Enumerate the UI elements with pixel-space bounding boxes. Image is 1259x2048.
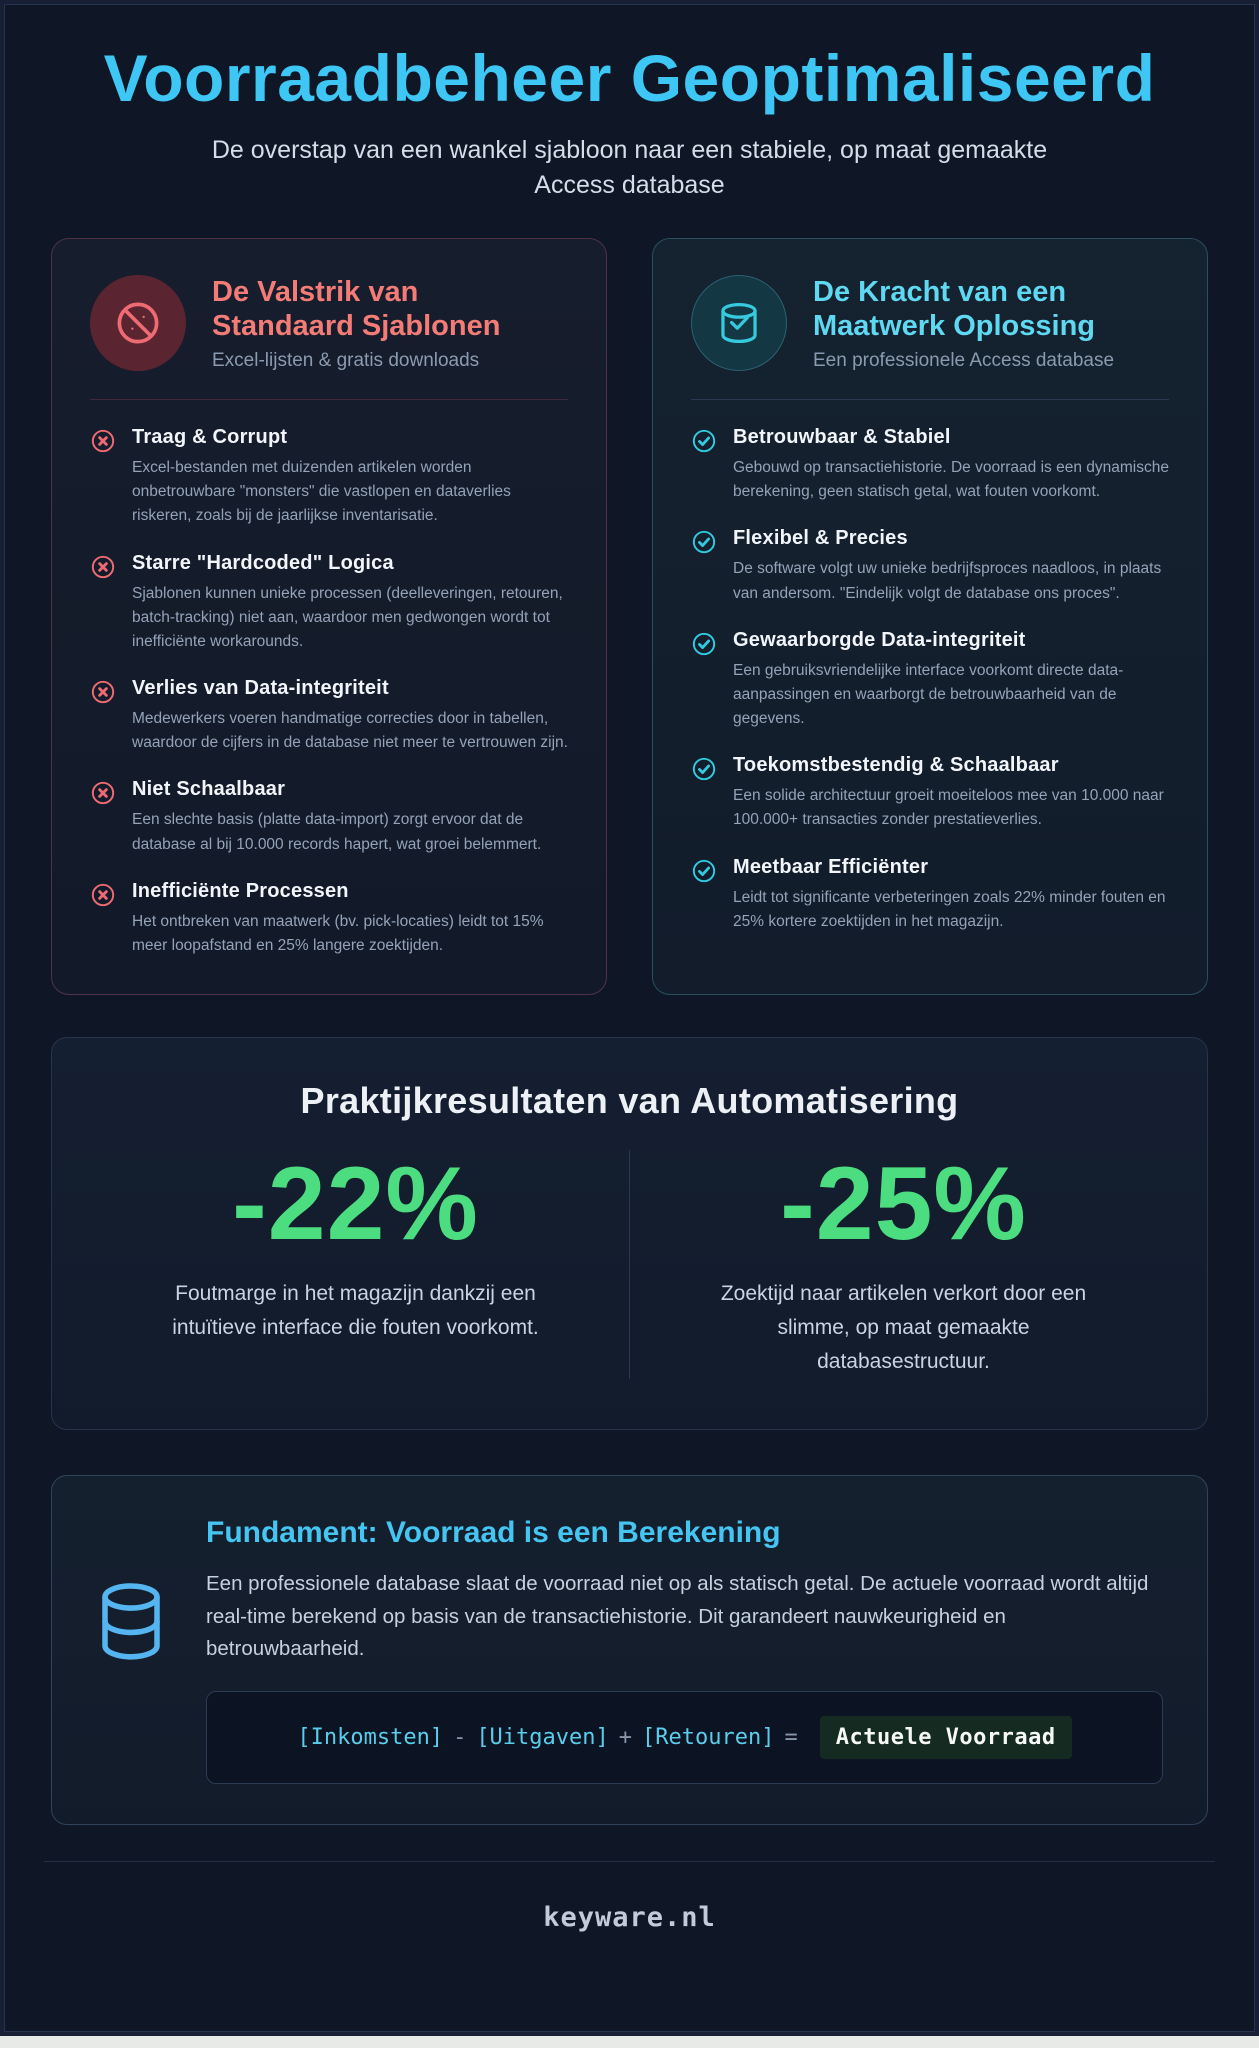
formula-term-retouren: [Retouren]	[642, 1725, 775, 1751]
check-circle-icon	[691, 631, 717, 657]
results-title: Praktijkresultaten van Automatisering	[300, 1080, 959, 1122]
item-body: Leidt tot significante verbeteringen zoals 22% minder fouten en 25% kortere zoektijden in het magazijn.	[733, 888, 1166, 930]
item-body: Gebouwd op transactiehistorie. De voorraad is een dynamische berekening, geen statisch getal, wat fouten voorkomt.	[733, 459, 1169, 501]
list-item	[691, 527, 1169, 605]
item-body: Een slechte basis (platte data-import) zorgt ervoor dat de database al bij 10.000 records hapert, wat groei belemmert.	[132, 811, 542, 853]
fundament-title: Fundament: Voorraad is een Berekening	[206, 1516, 781, 1550]
item-body: Excel-bestanden met duizenden artikelen worden onbetrouwbare "monsters" die vastlopen en dataverlies riskeren, zoals bij de jaarlijkse inventarisatie.	[132, 459, 511, 525]
item-title: Betrouwbaar & Stabiel	[733, 426, 951, 449]
list-item	[90, 552, 568, 655]
solutions-card	[652, 238, 1208, 996]
divider	[90, 399, 568, 400]
check-circle-icon	[691, 858, 717, 884]
check-circle-icon	[691, 428, 717, 454]
solutions-card-titles	[813, 275, 1169, 372]
item-title: Flexibel & Precies	[733, 527, 908, 550]
brand-name: keyware.nl	[543, 1902, 716, 1934]
comparison-cards	[51, 238, 1208, 996]
formula-operator-minus: -	[453, 1725, 467, 1751]
item-body: Het ontbreken van maatwerk (bv. pick-locaties) leidt tot 15% meer loopafstand en 25% langere zoektijden.	[132, 912, 544, 954]
item-body: Een solide architectuur groeit moeiteloos mee van 10.000 naar 100.000+ transacties zonder prestatieverlies.	[733, 787, 1164, 829]
stat-errors	[82, 1146, 629, 1379]
stats-row	[82, 1146, 1177, 1379]
item-title: Niet Schaalbaar	[132, 778, 286, 801]
footer-divider	[44, 1861, 1215, 1862]
item-body: Medewerkers voeren handmatige correcties door in tabellen, waardoor de cijfers in de database niet meer te vertrouwen zijn.	[132, 710, 568, 752]
check-circle-icon	[691, 756, 717, 782]
item-title: Verlies van Data-integriteit	[132, 677, 389, 700]
list-item	[691, 426, 1169, 504]
formula-operator-plus: +	[618, 1725, 633, 1751]
page-title: Voorraadbeheer Geoptimaliseerd	[103, 41, 1156, 115]
list-item	[691, 754, 1169, 832]
x-circle-icon	[90, 882, 116, 908]
stat-value: -22%	[232, 1146, 479, 1263]
list-item	[90, 778, 568, 856]
check-circle-icon	[691, 529, 717, 555]
formula-term-uitgaven: [Uitgaven]	[476, 1725, 609, 1751]
x-circle-icon	[90, 679, 116, 705]
fundament-content	[206, 1516, 1163, 1784]
problems-card-titles	[212, 275, 568, 372]
problems-card-title: De Valstrik van Standaard Sjablonen	[212, 275, 501, 342]
list-item	[691, 856, 1169, 934]
solutions-card-title: De Kracht van een Maatwerk Oplossing	[813, 275, 1096, 342]
list-item	[90, 880, 568, 958]
item-title: Gewaarborgde Data-integriteit	[733, 628, 1026, 651]
stat-caption: Foutmarge in het magazijn dankzij een intuïtieve interface die fouten voorkomt.	[172, 1282, 539, 1340]
item-title: Starre "Hardcoded" Logica	[132, 551, 394, 574]
problems-card-subtitle: Excel-lijsten & gratis downloads	[212, 350, 480, 372]
stat-caption: Zoektijd naar artikelen verkort door een slimme, op maat gemaakte databasestructuur.	[720, 1282, 1087, 1374]
inventory-formula	[206, 1691, 1163, 1784]
item-body: De software volgt uw unieke bedrijfsproces naadloos, in plaats van andersom. "Eindelijk volgt de database ons proces".	[733, 560, 1162, 602]
item-body: Sjablonen kunnen unieke processen (deelleveringen, retouren, batch-tracking) niet aan, waardoor men gedwongen wordt tot inefficiënte workarounds.	[132, 584, 563, 650]
item-title: Toekomstbestendig & Schaalbaar	[733, 754, 1059, 777]
solutions-card-header	[691, 275, 1169, 372]
database-check-icon	[691, 275, 787, 371]
formula-term-inkomsten: [Inkomsten]	[297, 1725, 444, 1751]
stat-search-time	[629, 1146, 1177, 1379]
divider	[691, 399, 1169, 400]
page-subtitle: De overstap van een wankel sjabloon naar een stabiele, op maat gemaakte Access database	[211, 135, 1048, 200]
problems-card-header	[90, 275, 568, 372]
ban-icon	[90, 275, 186, 371]
formula-result-badge: Actuele Voorraad	[820, 1716, 1072, 1759]
fundament-body: Een professionele database slaat de voorraad niet op als statisch getal. De actuele voorraad wordt altijd real-time berekend op basis van de transactiehistorie. Dit garandeert nauwkeurigheid en betrouwbaarheid.	[206, 1572, 1149, 1661]
item-title: Traag & Corrupt	[132, 426, 288, 449]
item-body: Een gebruiksvriendelijke interface voorkomt directe data-aanpassingen en waarborgt de betrouwbaarheid van de gegevens.	[733, 661, 1124, 728]
database-icon	[92, 1516, 172, 1784]
solutions-card-subtitle: Een professionele Access database	[813, 350, 1115, 372]
x-circle-icon	[90, 428, 116, 454]
fundament-panel	[51, 1475, 1208, 1825]
results-panel	[51, 1037, 1208, 1430]
list-item	[691, 629, 1169, 732]
header	[4, 4, 1255, 204]
list-item	[90, 426, 568, 529]
item-title: Inefficiënte Processen	[132, 879, 349, 902]
item-title: Meetbaar Efficiënter	[733, 855, 929, 878]
list-item	[90, 677, 568, 755]
problems-card	[51, 238, 607, 996]
stat-value: -25%	[780, 1146, 1027, 1263]
x-circle-icon	[90, 780, 116, 806]
x-circle-icon	[90, 554, 116, 580]
formula-operator-equals: =	[784, 1725, 798, 1751]
